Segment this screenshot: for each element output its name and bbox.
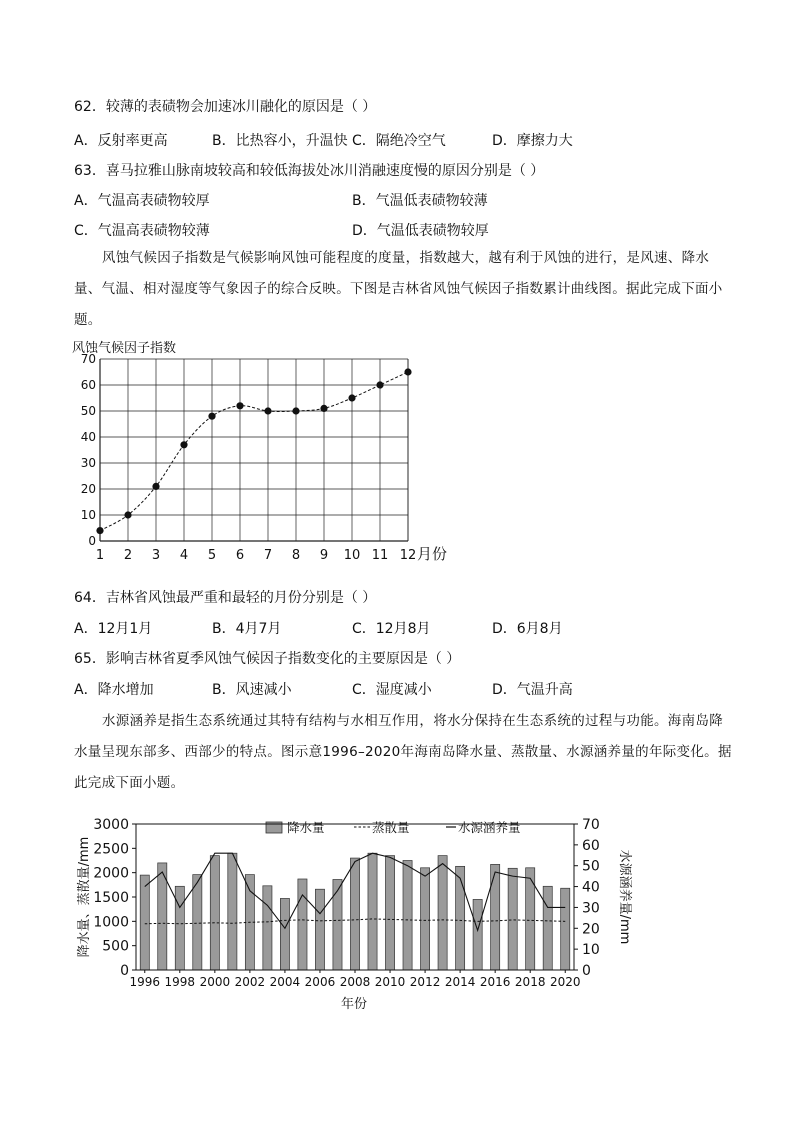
question-64-option-c[interactable]: C．12月8月 [352,621,431,637]
chart2-precip-bar [193,875,202,970]
chart2-x-tick-label: 1998 [164,975,196,989]
chart1-x-tick-label: 3 [151,548,161,563]
chart2-legend [266,820,521,835]
chart2-left-tick-label: 2500 [93,841,129,858]
chart2-x-tick-label: 2014 [444,975,476,989]
chart1-x-tick-label: 10 [343,548,361,563]
chart2-precip-bar [543,886,552,970]
chart2-precip-bar [438,856,447,970]
chart1-y-tick-label: 60 [80,378,96,392]
chart1-data-point [208,413,215,420]
chart2-left-tick-label: 500 [102,938,129,955]
chart2-precip-bar [368,853,377,970]
chart2-precip-bar [508,868,517,970]
chart2-precip-bar [280,898,289,970]
chart1-y-tick-label: 10 [80,508,96,522]
chart1-grid [100,359,408,541]
chart2-precip-bar [315,889,324,970]
question-62-stem: 62．较薄的表碛物会加速冰川融化的原因是（ ） [74,99,377,115]
chart2-right-tick-label: 50 [582,858,600,875]
chart2-left-tick-label: 1000 [93,914,129,931]
chart1-data-point [348,394,355,401]
question-62-option-c[interactable]: C．隔绝冷空气 [352,133,446,149]
question-64-stem: 64．吉林省风蚀最严重和最轻的月份分别是（ ） [74,590,377,606]
chart1-points [96,368,411,534]
chart2-x-tick-label: 1996 [129,975,161,989]
chart1-y-tick-label: 70 [80,352,96,366]
question-65-option-a[interactable]: A．降水增加 [74,682,154,698]
chart1-y-axis-ticks [81,352,96,548]
chart2-x-tick-label: 2012 [409,975,441,989]
question-62-option-a[interactable]: A．反射率更高 [74,133,168,149]
chart2-x-tick-label: 2016 [479,975,511,989]
chart1-x-tick-label: 6 [235,548,245,563]
chart2-left-tick-label: 2000 [93,865,129,882]
chart1-y-tick-label: 40 [80,430,96,444]
passage-wind-erosion [74,243,734,336]
question-65-option-b[interactable]: B．风速减小 [212,682,292,698]
chart1-x-tick-label: 1 [95,548,105,563]
chart2-precip-bar [491,864,500,970]
question-63-option-a[interactable]: A．气温高表碛物较厚 [74,193,210,209]
chart1-data-point [404,368,411,375]
chart2-right-tick-label: 40 [582,879,600,896]
chart2-x-axis-ticks [129,970,580,989]
chart2-precip-bar [561,888,570,970]
chart2-x-axis-label: 年份 [340,997,368,1012]
chart2-left-axis-label: 降水量、蒸散量/mm [77,836,92,958]
chart2-precip-bar [140,875,149,970]
chart1-data-point [320,405,327,412]
question-63-option-b[interactable]: B．气温低表碛物较薄 [352,193,488,209]
hainan-water-chart [74,808,634,1018]
chart1-data-point [180,441,187,448]
chart2-right-tick-label: 10 [582,942,600,959]
chart2-precip-bar [473,899,482,970]
chart2-precip-bar [421,868,430,970]
chart2-precip-bar [210,856,219,970]
chart2-right-tick-label: 60 [582,837,600,854]
question-63-stem: 63．喜马拉雅山脉南坡较高和较低海拔处冰川消融速度慢的原因分别是（ ） [74,163,545,179]
question-64-option-a[interactable]: A．12月1月 [74,621,153,637]
question-63-option-d[interactable]: D．气温低表碛物较厚 [352,223,489,239]
question-65-option-c[interactable]: C．湿度减小 [352,682,432,698]
chart2-x-tick-label: 2008 [339,975,371,989]
chart2-right-tick-label: 30 [582,900,600,917]
chart2-left-axis-ticks [93,817,136,979]
question-64-option-b[interactable]: B．4月7月 [212,621,282,637]
chart2-precip-bar [385,856,394,970]
chart1-data-point [292,407,299,414]
chart2-x-tick-label: 2020 [549,975,581,989]
chart1-x-tick-label: 2 [123,548,133,563]
chart2-right-axis-ticks [574,817,600,979]
chart1-y-tick-label: 50 [80,404,96,418]
chart1-x-suffix: 月份 [417,545,448,563]
chart2-right-tick-label: 20 [582,921,600,938]
legend-label-precip: 降水量 [287,820,325,835]
chart2-left-tick-label: 1500 [93,890,129,906]
legend-label-water: 水源涵养量 [458,820,521,835]
question-64-option-d[interactable]: D．6月8月 [492,621,563,637]
chart1-data-point [152,483,159,490]
chart2-precip-bar [228,853,237,970]
chart2-right-axis-label: 水源涵养量/mm [617,849,632,945]
chart2-left-tick-label: 0 [120,963,129,979]
chart2-x-tick-label: 2002 [234,975,266,989]
chart1-x-tick-label: 4 [179,548,189,563]
passage-water-conservation-text: 水源涵养是指生态系统通过其特有结构与水相互作用，将水分保持在生态系统的过程与功能。海南岛降水量呈现东部多、西部少的特点。图示意1996–2020年海南岛降水量、蒸散量、水源涵养量的年际变化。据此完成下面小题。 [74,713,732,791]
question-65-stem: 65．影响吉林省夏季风蚀气候因子指数变化的主要原因是（ ） [74,651,461,667]
question-65-option-d[interactable]: D．气温升高 [492,682,573,698]
chart1-data-point [236,402,243,409]
chart2-precip-bar [263,886,272,970]
question-62-option-d[interactable]: D．摩擦力大 [492,133,573,149]
chart1-x-tick-label: 8 [291,548,301,563]
chart1-x-axis-ticks [96,548,416,563]
chart1-x-tick-label: 11 [371,548,389,563]
chart2-x-tick-label: 2010 [374,975,406,989]
chart1-data-point [264,407,271,414]
chart1-data-point [124,511,131,518]
wind-erosion-index-chart [60,335,480,570]
chart2-x-tick-label: 2000 [199,975,231,989]
chart2-precip-bar [456,866,465,970]
legend-label-evap: 蒸散量 [372,820,410,835]
passage-wind-erosion-text: 风蚀气候因子指数是气候影响风蚀可能程度的度量，指数越大，越有利于风蚀的进行，是风速、降水量、气温、相对湿度等气象因子的综合反映。下图是吉林省风蚀气候因子指数累计曲线图。据此完成下面小题。 [74,250,723,328]
chart2-left-tick-label: 3000 [93,817,129,833]
chart1-x-tick-label: 5 [207,548,217,563]
chart2-x-tick-label: 2004 [269,975,301,989]
chart1-x-tick-label: 7 [263,548,273,563]
chart1-series-line [100,372,408,531]
chart1-title: 风蚀气候因子指数 [72,341,177,356]
chart1-x-tick-label: 9 [319,548,329,563]
chart1-y-tick-label: 30 [80,456,96,470]
chart2-precip-bar [333,879,342,970]
question-62-option-b[interactable]: B．比热容小，升温快 [212,133,348,149]
chart1-y-tick-label: 0 [88,534,96,548]
chart2-precip-bar [298,879,307,970]
chart1-x-tick-label: 12 [399,548,417,563]
chart2-precip-bar [175,886,184,970]
chart2-right-tick-label: 0 [582,963,591,979]
chart1-y-tick-label: 20 [80,482,96,496]
chart1-data-point [376,381,383,388]
chart2-right-tick-label: 70 [582,817,600,833]
chart2-precip-bar [403,861,412,971]
chart1-data-point [96,527,103,534]
chart2-x-tick-label: 2006 [304,975,336,989]
passage-water-conservation [74,706,734,799]
chart2-precip-bar [350,858,359,970]
chart2-x-tick-label: 2018 [514,975,546,989]
question-63-option-c[interactable]: C．气温高表碛物较薄 [74,223,210,239]
